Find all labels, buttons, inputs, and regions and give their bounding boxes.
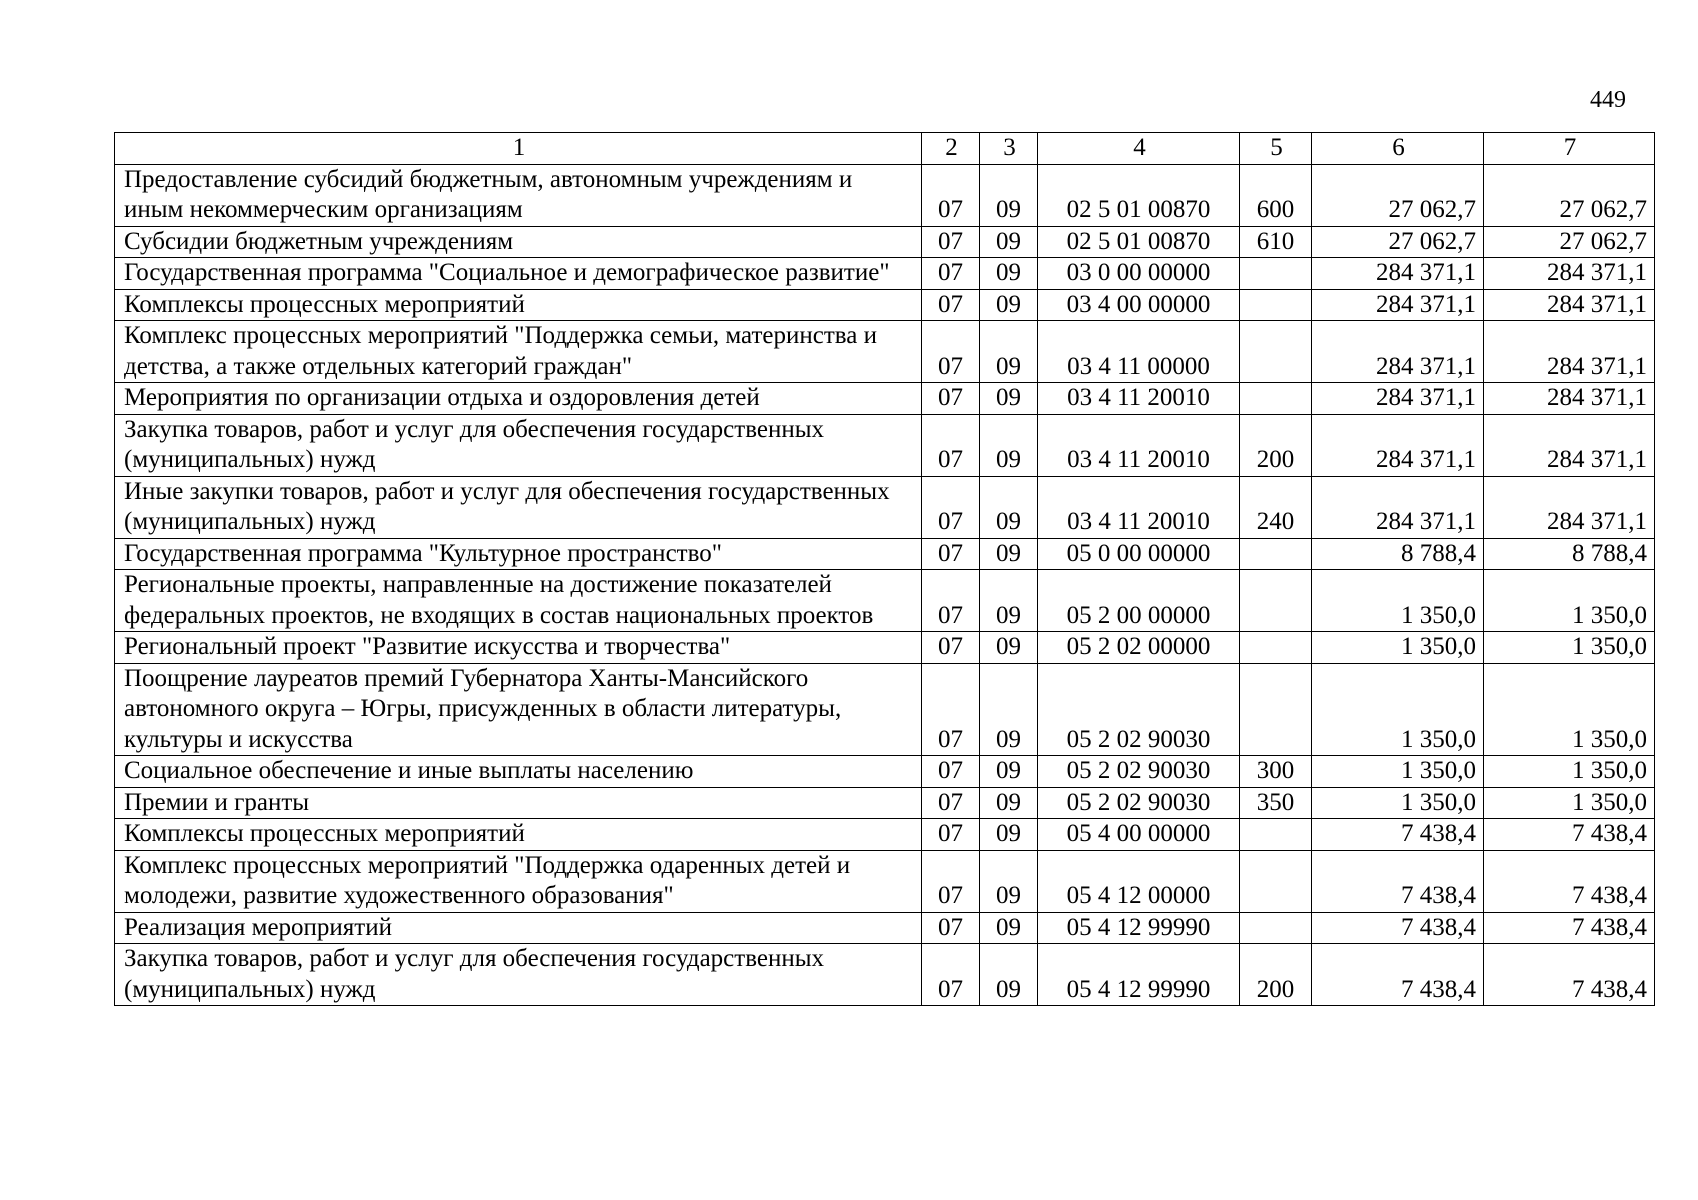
amount-cell: 27 062,7 [1484, 164, 1655, 226]
amount-cell: 7 438,4 [1484, 912, 1655, 944]
expense-type-cell [1240, 632, 1312, 664]
amount-cell: 284 371,1 [1312, 383, 1484, 415]
section-code-cell: 07 [922, 258, 980, 290]
section-code-cell: 07 [922, 819, 980, 851]
budget-table [114, 132, 1655, 1006]
section-code-cell: 07 [922, 944, 980, 1006]
header-cell: 2 [922, 133, 980, 165]
section-code-cell: 07 [922, 383, 980, 415]
amount-cell: 1 350,0 [1312, 663, 1484, 756]
section-code-cell: 07 [922, 321, 980, 383]
table-row [115, 383, 1655, 415]
amount-cell: 1 350,0 [1312, 787, 1484, 819]
expense-type-cell: 300 [1240, 756, 1312, 788]
row-name-cell: Комплексы процессных мероприятий [115, 289, 922, 321]
target-article-cell: 05 2 02 00000 [1038, 632, 1240, 664]
header-cell: 6 [1312, 133, 1484, 165]
table-row [115, 819, 1655, 851]
header-cell: 5 [1240, 133, 1312, 165]
expense-type-cell: 350 [1240, 787, 1312, 819]
expense-type-cell [1240, 912, 1312, 944]
subsection-code-cell: 09 [980, 289, 1038, 321]
expense-type-cell: 610 [1240, 226, 1312, 258]
expense-type-cell [1240, 663, 1312, 756]
amount-cell: 7 438,4 [1312, 819, 1484, 851]
row-name-cell: Государственная программа "Культурное пространство" [115, 538, 922, 570]
row-name-cell: Закупка товаров, работ и услуг для обеспечения государственных (муниципальных) нужд [115, 944, 922, 1006]
amount-cell: 284 371,1 [1312, 289, 1484, 321]
target-article-cell: 02 5 01 00870 [1038, 164, 1240, 226]
row-name-cell: Предоставление субсидий бюджетным, автономным учреждениям и иным некоммерческим организациям [115, 164, 922, 226]
target-article-cell: 05 4 12 99990 [1038, 944, 1240, 1006]
expense-type-cell [1240, 819, 1312, 851]
amount-cell: 7 438,4 [1312, 944, 1484, 1006]
section-code-cell: 07 [922, 756, 980, 788]
section-code-cell: 07 [922, 912, 980, 944]
amount-cell: 1 350,0 [1484, 663, 1655, 756]
expense-type-cell [1240, 258, 1312, 290]
amount-cell: 8 788,4 [1484, 538, 1655, 570]
subsection-code-cell: 09 [980, 164, 1038, 226]
amount-cell: 1 350,0 [1484, 570, 1655, 632]
target-article-cell: 05 2 02 90030 [1038, 663, 1240, 756]
table-body [115, 164, 1655, 1006]
subsection-code-cell: 09 [980, 414, 1038, 476]
amount-cell: 284 371,1 [1312, 414, 1484, 476]
target-article-cell: 03 4 11 20010 [1038, 383, 1240, 415]
expense-type-cell [1240, 289, 1312, 321]
expense-type-cell: 200 [1240, 414, 1312, 476]
header-cell: 7 [1484, 133, 1655, 165]
row-name-cell: Поощрение лауреатов премий Губернатора Ханты-Мансийского автономного округа – Югры, присужденных в области литературы, культуры и искусства [115, 663, 922, 756]
amount-cell: 284 371,1 [1312, 321, 1484, 383]
amount-cell: 8 788,4 [1312, 538, 1484, 570]
expense-type-cell [1240, 321, 1312, 383]
section-code-cell: 07 [922, 787, 980, 819]
amount-cell: 284 371,1 [1484, 289, 1655, 321]
expense-type-cell: 600 [1240, 164, 1312, 226]
amount-cell: 27 062,7 [1484, 226, 1655, 258]
target-article-cell: 05 2 02 90030 [1038, 787, 1240, 819]
subsection-code-cell: 09 [980, 944, 1038, 1006]
row-name-cell: Государственная программа "Социальное и демографическое развитие" [115, 258, 922, 290]
amount-cell: 7 438,4 [1484, 944, 1655, 1006]
amount-cell: 284 371,1 [1484, 414, 1655, 476]
row-name-cell: Субсидии бюджетным учреждениям [115, 226, 922, 258]
table-row [115, 756, 1655, 788]
section-code-cell: 07 [922, 538, 980, 570]
subsection-code-cell: 09 [980, 850, 1038, 912]
section-code-cell: 07 [922, 476, 980, 538]
amount-cell: 1 350,0 [1312, 570, 1484, 632]
amount-cell: 7 438,4 [1312, 912, 1484, 944]
target-article-cell: 05 2 00 00000 [1038, 570, 1240, 632]
row-name-cell: Премии и гранты [115, 787, 922, 819]
section-code-cell: 07 [922, 164, 980, 226]
amount-cell: 1 350,0 [1484, 756, 1655, 788]
table-row [115, 944, 1655, 1006]
table-row [115, 226, 1655, 258]
subsection-code-cell: 09 [980, 226, 1038, 258]
table-row [115, 570, 1655, 632]
row-name-cell: Иные закупки товаров, работ и услуг для обеспечения государственных (муниципальных) нужд [115, 476, 922, 538]
amount-cell: 284 371,1 [1312, 258, 1484, 290]
row-name-cell: Региональный проект "Развитие искусства и творчества" [115, 632, 922, 664]
row-name-cell: Мероприятия по организации отдыха и оздоровления детей [115, 383, 922, 415]
table-row [115, 476, 1655, 538]
row-name-cell: Комплексы процессных мероприятий [115, 819, 922, 851]
target-article-cell: 02 5 01 00870 [1038, 226, 1240, 258]
row-name-cell: Региональные проекты, направленные на достижение показателей федеральных проектов, не входящих в состав национальных проектов [115, 570, 922, 632]
target-article-cell: 03 4 00 00000 [1038, 289, 1240, 321]
table-row [115, 321, 1655, 383]
row-name-cell: Социальное обеспечение и иные выплаты населению [115, 756, 922, 788]
header-cell: 3 [980, 133, 1038, 165]
section-code-cell: 07 [922, 663, 980, 756]
header-row [115, 133, 1655, 165]
subsection-code-cell: 09 [980, 383, 1038, 415]
subsection-code-cell: 09 [980, 258, 1038, 290]
table-row [115, 258, 1655, 290]
subsection-code-cell: 09 [980, 476, 1038, 538]
table-row [115, 912, 1655, 944]
subsection-code-cell: 09 [980, 756, 1038, 788]
subsection-code-cell: 09 [980, 632, 1038, 664]
table-row [115, 632, 1655, 664]
expense-type-cell [1240, 570, 1312, 632]
amount-cell: 284 371,1 [1484, 383, 1655, 415]
section-code-cell: 07 [922, 850, 980, 912]
target-article-cell: 03 4 11 20010 [1038, 476, 1240, 538]
header-cell: 4 [1038, 133, 1240, 165]
table-row [115, 289, 1655, 321]
target-article-cell: 05 2 02 90030 [1038, 756, 1240, 788]
subsection-code-cell: 09 [980, 321, 1038, 383]
amount-cell: 284 371,1 [1484, 258, 1655, 290]
subsection-code-cell: 09 [980, 787, 1038, 819]
subsection-code-cell: 09 [980, 570, 1038, 632]
expense-type-cell [1240, 383, 1312, 415]
section-code-cell: 07 [922, 414, 980, 476]
expense-type-cell [1240, 850, 1312, 912]
row-name-cell: Комплекс процессных мероприятий "Поддержка семьи, материнства и детства, а также отдельных категорий граждан" [115, 321, 922, 383]
amount-cell: 284 371,1 [1484, 476, 1655, 538]
row-name-cell: Комплекс процессных мероприятий "Поддержка одаренных детей и молодежи, развитие художественного образования" [115, 850, 922, 912]
amount-cell: 7 438,4 [1484, 819, 1655, 851]
amount-cell: 1 350,0 [1484, 632, 1655, 664]
target-article-cell: 03 4 11 00000 [1038, 321, 1240, 383]
page-number: 449 [1590, 87, 1626, 113]
target-article-cell: 05 0 00 00000 [1038, 538, 1240, 570]
amount-cell: 1 350,0 [1312, 632, 1484, 664]
expense-type-cell: 240 [1240, 476, 1312, 538]
section-code-cell: 07 [922, 289, 980, 321]
target-article-cell: 05 4 00 00000 [1038, 819, 1240, 851]
target-article-cell: 03 0 00 00000 [1038, 258, 1240, 290]
section-code-cell: 07 [922, 570, 980, 632]
amount-cell: 27 062,7 [1312, 226, 1484, 258]
table-row [115, 850, 1655, 912]
section-code-cell: 07 [922, 632, 980, 664]
expense-type-cell [1240, 538, 1312, 570]
subsection-code-cell: 09 [980, 912, 1038, 944]
row-name-cell: Реализация мероприятий [115, 912, 922, 944]
table-row [115, 164, 1655, 226]
amount-cell: 7 438,4 [1312, 850, 1484, 912]
subsection-code-cell: 09 [980, 663, 1038, 756]
target-article-cell: 05 4 12 00000 [1038, 850, 1240, 912]
table-row [115, 538, 1655, 570]
expense-type-cell: 200 [1240, 944, 1312, 1006]
amount-cell: 284 371,1 [1312, 476, 1484, 538]
amount-cell: 1 350,0 [1484, 787, 1655, 819]
subsection-code-cell: 09 [980, 819, 1038, 851]
section-code-cell: 07 [922, 226, 980, 258]
subsection-code-cell: 09 [980, 538, 1038, 570]
table-row [115, 787, 1655, 819]
amount-cell: 284 371,1 [1484, 321, 1655, 383]
amount-cell: 7 438,4 [1484, 850, 1655, 912]
row-name-cell: Закупка товаров, работ и услуг для обеспечения государственных (муниципальных) нужд [115, 414, 922, 476]
amount-cell: 1 350,0 [1312, 756, 1484, 788]
amount-cell: 27 062,7 [1312, 164, 1484, 226]
header-cell: 1 [115, 133, 922, 165]
target-article-cell: 03 4 11 20010 [1038, 414, 1240, 476]
target-article-cell: 05 4 12 99990 [1038, 912, 1240, 944]
table-row [115, 663, 1655, 756]
table-row [115, 414, 1655, 476]
